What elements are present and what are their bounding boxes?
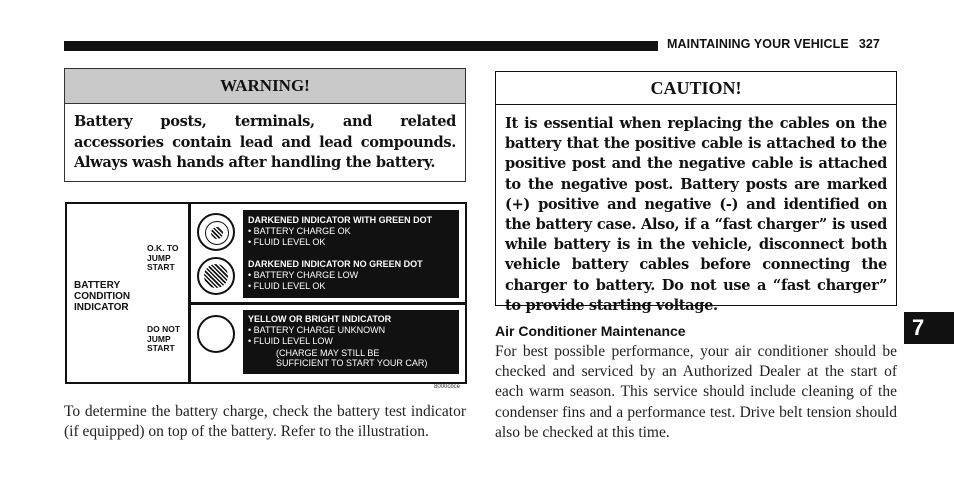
left-paragraph: To determine the battery charge, check the battery test indicator (if equipped) on top of the battery. Refer to the illustration. [64, 403, 466, 441]
ok-label-line: JUMP [147, 252, 171, 263]
indicator-label-line: CONDITION [74, 291, 131, 302]
state1-line: • FLUID LEVEL OK [248, 236, 326, 247]
header-rule [64, 41, 658, 51]
indicator-bright-icon [197, 315, 235, 353]
state2-line: • BATTERY CHARGE LOW [248, 270, 359, 280]
state3-note: SUFFICIENT TO START YOUR CAR) [276, 358, 428, 368]
state3-note: (CHARGE MAY STILL BE [276, 348, 380, 358]
divider-vertical [188, 204, 191, 382]
state3-line: • FLUID LEVEL LOW [248, 335, 333, 346]
state-panel-charged [243, 210, 459, 298]
state3-line: • BATTERY CHARGE UNKNOWN [248, 325, 386, 335]
running-header [667, 37, 880, 51]
ok-label-line: O.K. TO [147, 243, 179, 253]
state1-line: • BATTERY CHARGE OK [248, 226, 351, 236]
ok-label-line: START [147, 262, 175, 272]
caution-box [495, 71, 897, 314]
ok-to-jump-start-label [147, 244, 179, 273]
page-number: 327 [858, 37, 880, 51]
chapter-tab: 7 [904, 312, 954, 344]
indicator-dark-no-dot-icon [197, 257, 235, 295]
battery-condition-indicator-label [74, 280, 130, 313]
warning-title: WARNING! [65, 69, 465, 104]
indicator-green-dot-icon [197, 213, 235, 251]
divider-horizontal [188, 302, 465, 305]
state1-heading: DARKENED INDICATOR WITH GREEN DOT [248, 215, 433, 225]
indicator-label-line: BATTERY [74, 280, 121, 291]
section-text: For best possible performance, your air conditioner should be checked and serviced by an Authorized Dealer at the start of each warm season. This service should include cleaning of the condenser fins and a performance test. Drive belt tension should also be checked at this time. [495, 343, 897, 441]
battery-indicator-illustration [65, 202, 467, 384]
section-heading: Air Conditioner Maintenance [495, 323, 686, 339]
state2-line: • FLUID LEVEL OK [248, 280, 326, 291]
state3-heading: YELLOW OR BRIGHT INDICATOR [248, 314, 392, 324]
indicator-label-line: INDICATOR [74, 302, 129, 313]
warning-box [64, 68, 466, 182]
no-label-line: DO NOT [147, 324, 181, 334]
state-panel-unknown [243, 310, 459, 374]
header-title: MAINTAINING YOUR VEHICLE [667, 37, 849, 51]
state2-heading: DARKENED INDICATOR NO GREEN DOT [248, 259, 423, 269]
no-label-line: JUMP [147, 333, 171, 344]
caution-text: It is essential when replacing the cables on the battery that the positive cable is attached to the positive post and the negative cable is attached to the negative post. Battery posts are marked (+) positive and negative (-) and identified on the battery case. Also, if a “fast charger” is used while battery is in the vehicle, disconnect both vehicle battery cables before connecting the charger to battery. Do not use a “fast charger” to provide starting voltage. [505, 115, 887, 314]
no-label-line: START [147, 343, 175, 353]
do-not-jump-start-label [147, 325, 180, 354]
figure-code: 8000cbce [434, 384, 461, 390]
warning-text: Battery posts, terminals, and related accessories contain lead and lead compounds. Always wash hands after handling the battery. [74, 113, 456, 171]
caution-title: CAUTION! [496, 72, 896, 105]
